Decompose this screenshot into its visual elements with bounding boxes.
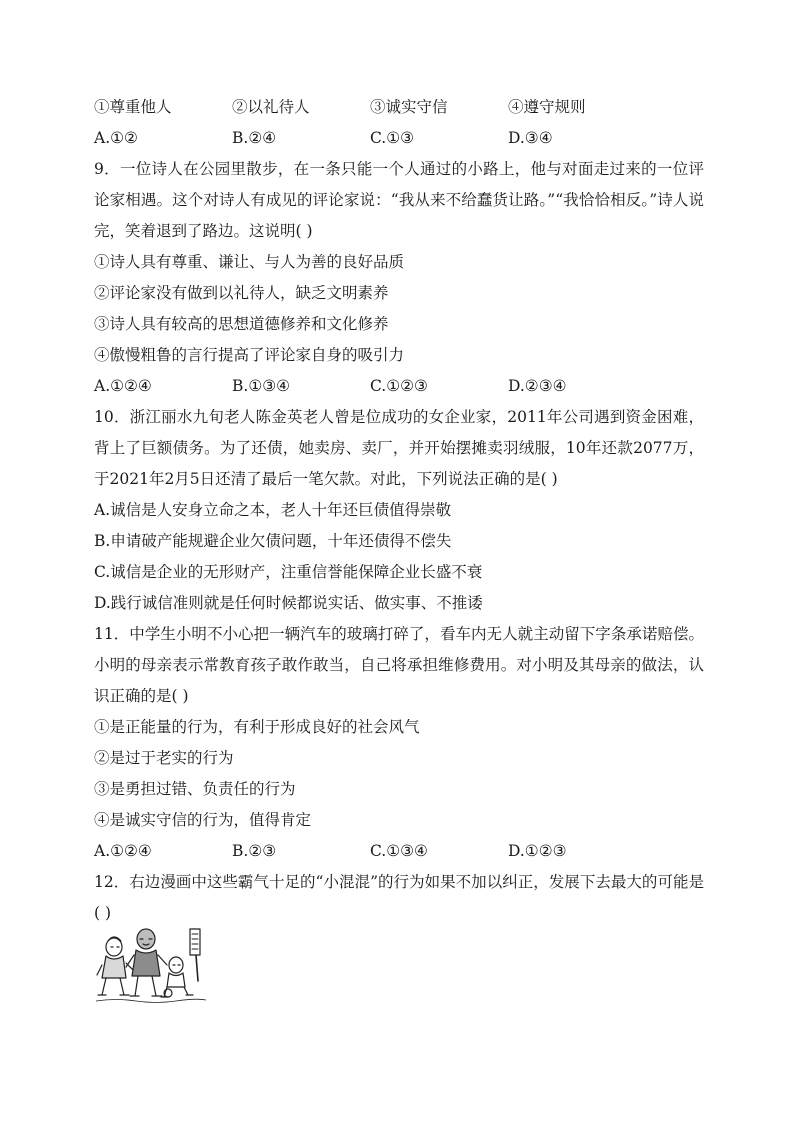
q9-option-b[interactable]: B.①③④: [232, 377, 291, 395]
q9-stem: 9．一位诗人在公园里散步，在一条只能一个人通过的小路上，他与对面走过来的一位评论家相遇。这个对诗人有成见的评论家说：“我从来不给蠢货让路。”“我恰恰相反。”诗人说完，笑着退到了路边。这说明( ): [94, 160, 704, 240]
q11-option-a[interactable]: A.①②④: [94, 842, 152, 860]
q8-statement-1: ①尊重他人: [94, 98, 172, 116]
q8-statements: [94, 92, 704, 123]
q10-option-a[interactable]: A.诚信是人安身立命之本，老人十年还巨债值得崇敬: [94, 501, 452, 519]
q11-option-b[interactable]: B.②③: [232, 842, 277, 860]
q8-option-b[interactable]: B.②④: [232, 129, 277, 147]
q8-statement-3: ③诚实守信: [370, 98, 448, 116]
q9-option-c[interactable]: C.①②③: [370, 377, 428, 395]
question-content: [94, 92, 704, 929]
q10-option-d[interactable]: D.践行诚信准则就是任何时候都说实话、做实事、不推诿: [94, 594, 483, 612]
q8-statement-4: ④遵守规则: [508, 98, 586, 116]
q8-option-c[interactable]: C.①③: [370, 129, 415, 147]
q9-option-a[interactable]: A.①②④: [94, 377, 152, 395]
q11-statement-2: ②是过于老实的行为: [94, 749, 234, 767]
q11-option-d[interactable]: D.①②③: [508, 842, 567, 860]
q8-option-d[interactable]: D.③④: [508, 129, 553, 147]
q11-statement-3: ③是勇担过错、负责任的行为: [94, 780, 296, 798]
q10-option-b[interactable]: B.申请破产能规避企业欠债问题，十年还债得不偿失: [94, 532, 452, 550]
q11-stem: 11．中学生小明不小心把一辆汽车的玻璃打碎了，看车内无人就主动留下字条承诺赔偿。小明的母亲表示常教育孩子敢作敢当，自己将承担维修费用。对小明及其母亲的做法，认识正确的是( ): [94, 625, 704, 705]
q9-statement-3: ③诗人具有较高的思想道德修养和文化修养: [94, 315, 389, 333]
q11-statement-4: ④是诚实守信的行为，值得肯定: [94, 811, 312, 829]
q11-statement-1: ①是正能量的行为，有利于形成良好的社会风气: [94, 718, 420, 736]
q8-option-a[interactable]: A.①②: [94, 129, 138, 147]
q9-statement-2: ②评论家没有做到以礼待人，缺乏文明素养: [94, 284, 389, 302]
q8-statement-2: ②以礼待人: [232, 98, 310, 116]
q9-statement-4: ④傲慢粗鲁的言行提高了评论家自身的吸引力: [94, 346, 405, 364]
cartoon-illustration: [96, 925, 206, 1005]
q9-options: [94, 371, 704, 402]
q10-option-c[interactable]: C.诚信是企业的无形财产，注重信誉能保障企业长盛不衰: [94, 563, 483, 581]
q10-stem: 10．浙江丽水九旬老人陈金英老人曾是位成功的女企业家，2011年公司遇到资金困难，背上了巨额债务。为了还债，她卖房、卖厂，并开始摆摊卖羽绒服，10年还款2077万，于2021年2月5日还清了最后一笔欠款。对此，下列说法正确的是( ): [94, 408, 704, 488]
q11-options: [94, 836, 704, 867]
q9-option-d[interactable]: D.②③④: [508, 377, 567, 395]
q12-stem: 12．右边漫画中这些霸气十足的“小混混”的行为如果不加以纠正，发展下去最大的可能是( ): [94, 873, 704, 922]
q9-statement-1: ①诗人具有尊重、谦让、与人为善的良好品质: [94, 253, 405, 271]
q8-options: [94, 123, 704, 154]
q11-option-c[interactable]: C.①③④: [370, 842, 428, 860]
